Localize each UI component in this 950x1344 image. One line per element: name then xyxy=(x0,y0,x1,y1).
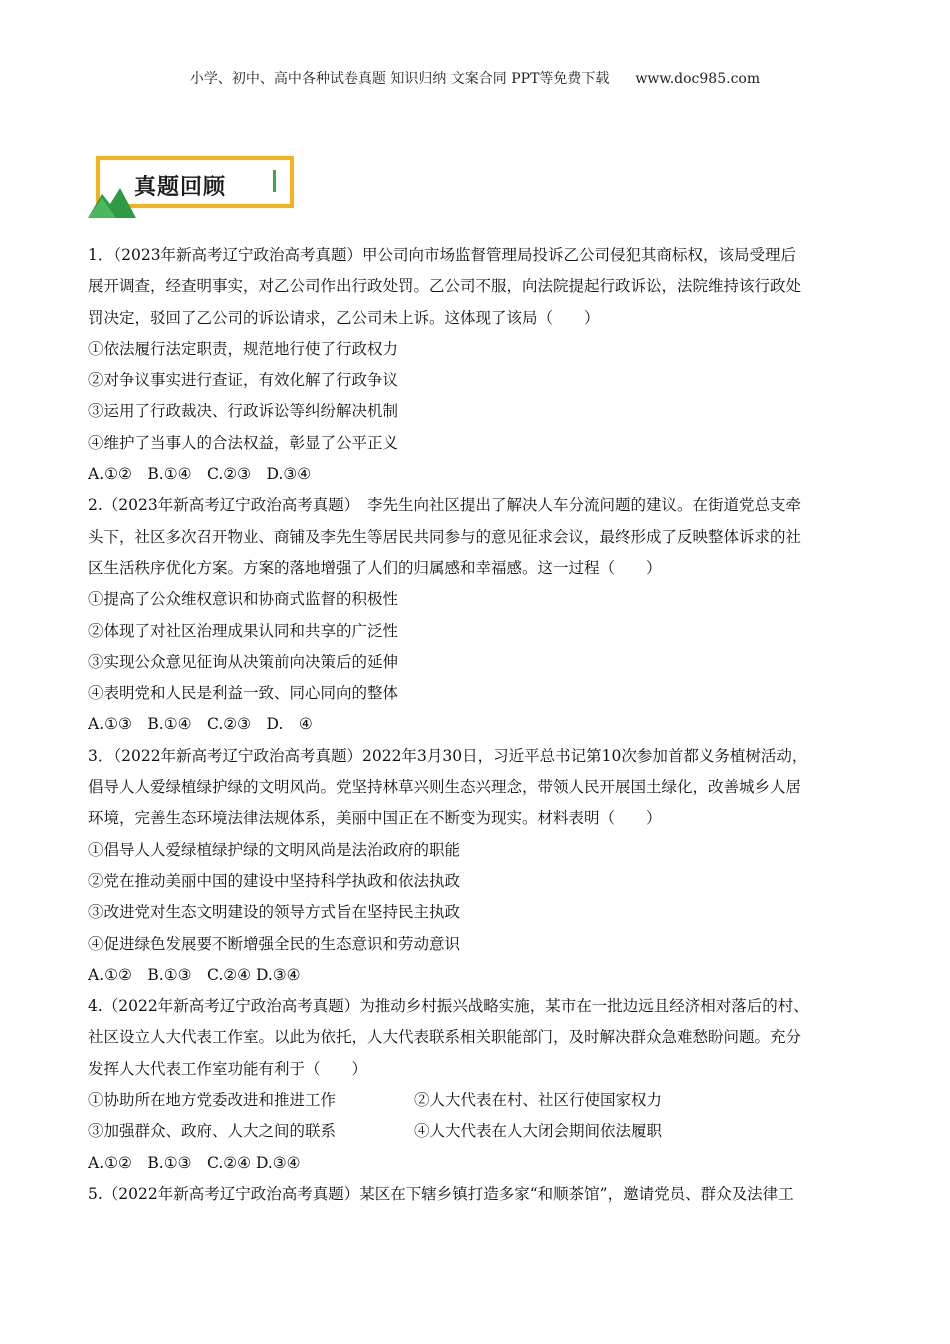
option-statement: ②对争议事实进行查证，有效化解了行政争议 xyxy=(88,371,399,390)
option-statement: ④维护了当事人的合法权益，彰显了公平正义 xyxy=(88,433,399,452)
question-1 xyxy=(88,240,866,490)
option-statement: ①倡导人人爱绿植绿护绿的文明风尚是法治政府的职能 xyxy=(88,840,461,859)
banner-title: 真题回顾 xyxy=(134,175,227,200)
question-text-line: 区生活秩序优化方案。方案的落地增强了人们的归属感和幸福感。这一过程（ ） xyxy=(88,558,662,577)
question-text-line: 1．（2023年新高考辽宁政治高考真题）甲公司向市场监督管理局投诉乙公司侵犯其商标权，该局受理后 xyxy=(88,246,797,264)
question-4 xyxy=(88,991,866,1179)
question-text-line: 2.（2023年新高考辽宁政治高考真题） 李先生向社区提出了解决人车分流问题的建议。在街道党总支牵 xyxy=(88,496,801,515)
option-statement: ②党在推动美丽中国的建设中坚持科学执政和依法执政 xyxy=(88,871,461,890)
option-statement: ①提高了公众维权意识和协商式监督的积极性 xyxy=(88,590,399,609)
option-statement: ①依法履行法定职责，规范地行使了行政权力 xyxy=(88,339,399,358)
page-header xyxy=(0,68,950,88)
option-row xyxy=(88,1085,866,1116)
mountain-icon xyxy=(88,184,138,218)
banner-accent-bar xyxy=(273,170,276,192)
question-text-line: 发挥人大代表工作室功能有利于（ ） xyxy=(88,1059,368,1078)
header-site[interactable]: www.doc985.com xyxy=(635,71,761,87)
option-statement: ④促进绿色发展要不断增强全民的生态意识和劳动意识 xyxy=(88,934,461,953)
question-text-line: 4.（2022年新高考辽宁政治高考真题）为推动乡村振兴战略实施，某市在一批边远且经济相对落后的村、 xyxy=(88,997,809,1016)
answer-choices: A.①② B.①③ C.②④ D.③④ xyxy=(88,1153,301,1172)
answer-choices: A.①② B.①④ C.②③ D.③④ xyxy=(88,465,312,484)
option-statement: ③改进党对生态文明建设的领导方式旨在坚持民主执政 xyxy=(88,903,461,922)
header-text: 小学、初中、高中各种试卷真题 知识归纳 文案合同 PPT等免费下载 xyxy=(189,71,610,87)
question-list xyxy=(88,240,866,1210)
option-statement: ③运用了行政裁决、行政诉讼等纠纷解决机制 xyxy=(88,402,399,421)
option-statement: ④人大代表在人大闭会期间依法履职 xyxy=(414,1122,663,1141)
question-text-line: 3．（2022年新高考辽宁政治高考真题）2022年3月30日，习近平总书记第10次参加首都义务植树活动， xyxy=(88,746,808,765)
question-text-line: 头下，社区多次召开物业、商铺及李先生等居民共同参与的意见征求会议，最终形成了反映整体诉求的社 xyxy=(88,527,802,546)
option-statement: ②人大代表在村、社区行使国家权力 xyxy=(414,1091,663,1110)
question-3 xyxy=(88,741,866,991)
option-statement: ②体现了对社区治理成果认同和共享的广泛性 xyxy=(88,621,399,640)
answer-choices: A.①② B.①③ C.②④ D.③④ xyxy=(88,965,301,984)
option-statement: ③实现公众意见征询从决策前向决策后的延伸 xyxy=(88,652,399,671)
question-5 xyxy=(88,1179,866,1210)
question-text-line: 倡导人人爱绿植绿护绿的文明风尚。党坚持林草兴则生态兴理念，带领人民开展国土绿化，改善城乡人居 xyxy=(88,778,802,797)
question-text-line: 罚决定，驳回了乙公司的诉讼请求，乙公司未上诉。这体现了该局（ ） xyxy=(88,308,600,327)
section-banner xyxy=(88,156,298,218)
option-row xyxy=(88,1116,866,1147)
question-2 xyxy=(88,490,866,740)
option-statement: ③加强群众、政府、人大之间的联系 xyxy=(88,1122,337,1141)
question-text-line: 展开调查，经查明事实，对乙公司作出行政处罚。乙公司不服，向法院提起行政诉讼，法院维持该行政处 xyxy=(88,277,802,296)
question-text-line: 环境，完善生态环境法律法规体系，美丽中国正在不断变为现实。材料表明（ ） xyxy=(88,809,662,828)
option-statement: ①协助所在地方党委改进和推进工作 xyxy=(88,1091,337,1110)
answer-choices: A.①③ B.①④ C.②③ D. ④ xyxy=(88,715,313,734)
question-text-line: 5.（2022年新高考辽宁政治高考真题）某区在下辖乡镇打造多家“和顺茶馆”，邀请党员、群众及法律工 xyxy=(88,1184,794,1203)
question-text-line: 社区设立人大代表工作室。以此为依托，人大代表联系相关职能部门，及时解决群众急难愁盼问题。充分 xyxy=(88,1028,802,1047)
option-statement: ④表明党和人民是利益一致、同心同向的整体 xyxy=(88,684,399,703)
